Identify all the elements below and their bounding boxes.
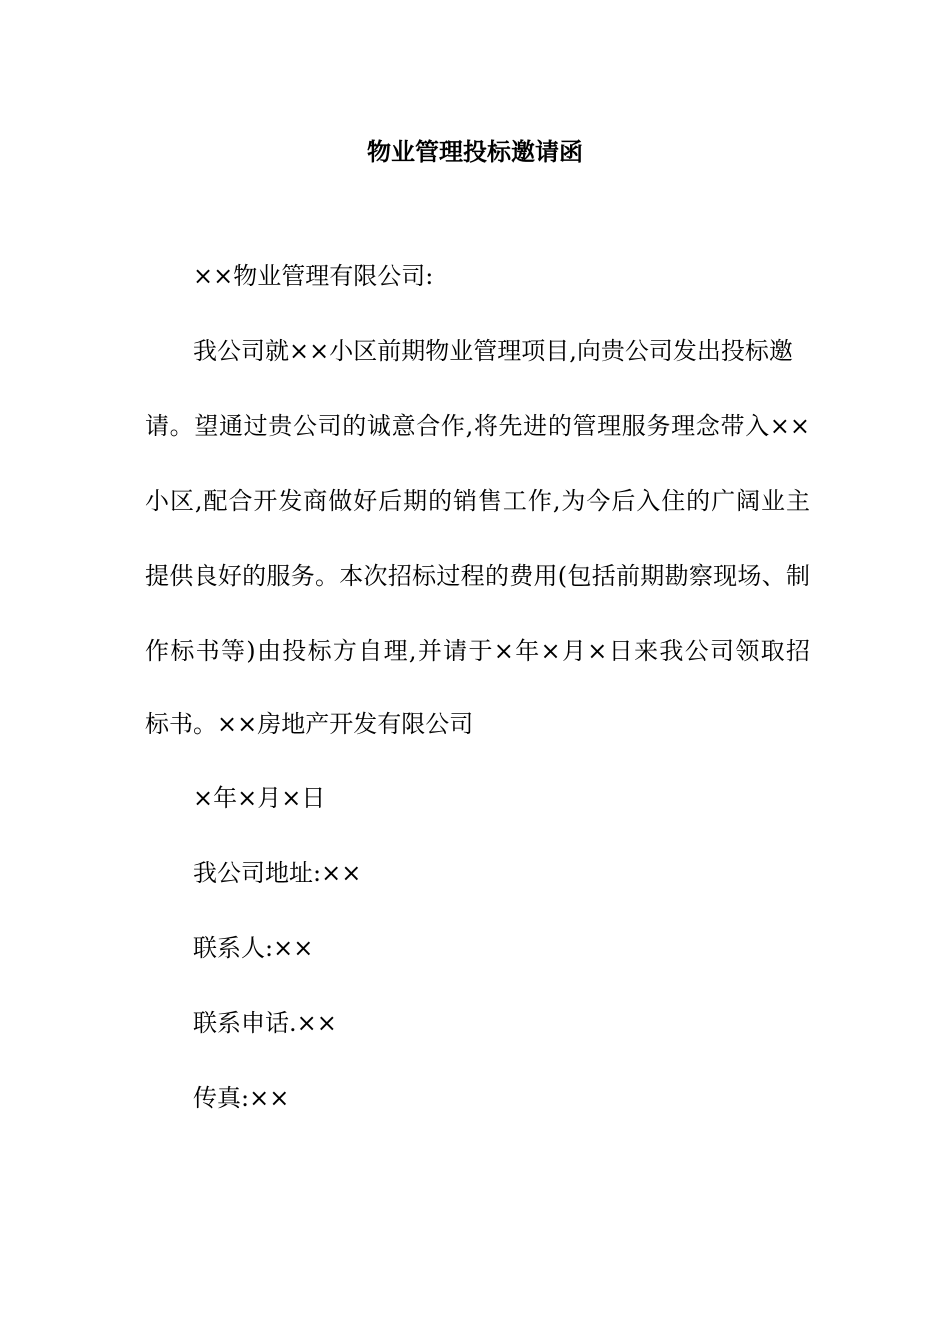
document-title: 物业管理投标邀请函 bbox=[367, 137, 583, 166]
body-line-5: 作标书等)由投标方自理,并请于×年×月×日来我公司领取招 bbox=[145, 637, 810, 665]
letter-date: ×年×月×日 bbox=[193, 784, 326, 812]
body-line-3: 小区,配合开发商做好后期的销售工作,为今后入住的广阔业主 bbox=[145, 487, 810, 515]
body-line-1: 我公司就××小区前期物业管理项目,向贵公司发出投标邀 bbox=[193, 337, 793, 365]
body-line-6: 标书。××房地产开发有限公司 bbox=[145, 710, 474, 738]
contact-person: 联系人:×× bbox=[193, 934, 314, 962]
company-address: 我公司地址:×× bbox=[193, 859, 362, 887]
body-line-2: 请。望通过贵公司的诚意合作,将先进的管理服务理念带入×× bbox=[145, 412, 810, 440]
contact-phone: 联系申话.×× bbox=[193, 1009, 337, 1037]
body-line-4: 提供良好的服务。本次招标过程的费用(包括前期勘察现场、制 bbox=[145, 562, 810, 590]
salutation: ××物业管理有限公司: bbox=[193, 262, 434, 290]
fax-number: 传真:×× bbox=[193, 1084, 290, 1112]
